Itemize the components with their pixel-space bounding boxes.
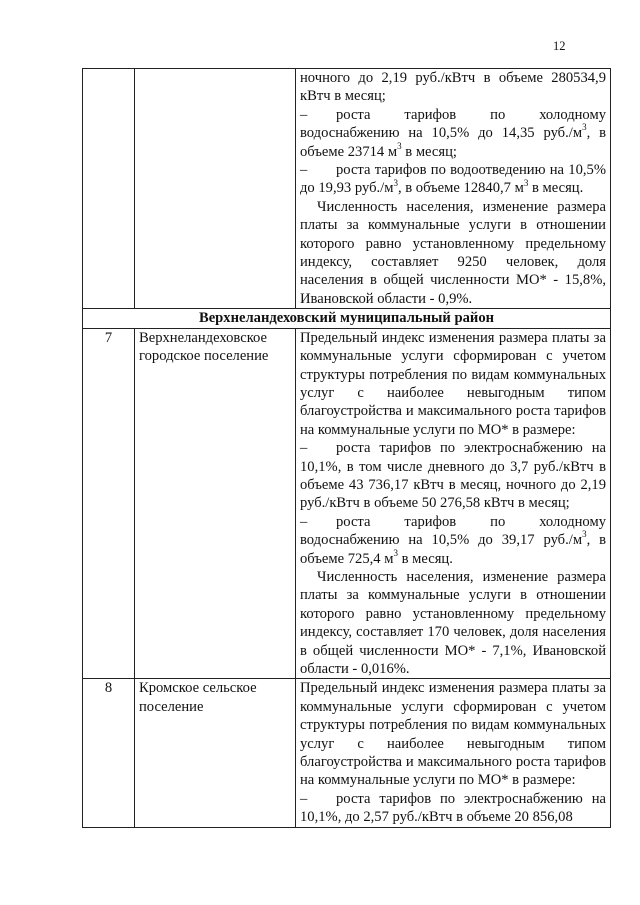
tariff-item: – роста тарифов по электроснабжению на 10,1%, до 2,57 руб./кВтч в объеме 20 856,08 <box>300 790 606 826</box>
tariff-item: – роста тарифов по холодному водоснабжению на 10,5% до 39,17 $руб./м^3$, в объеме 725,4 $м^3$ в месяц. <box>300 513 606 567</box>
table-row <box>83 679 611 827</box>
row-number-cell <box>83 69 135 309</box>
dash-marker: – <box>300 790 308 807</box>
dash-marker: – <box>300 162 308 179</box>
row-number: 7 <box>83 328 135 679</box>
population-text: Численность населения, изменение размера платы за коммунальные услуги в отношении которого равно установленному предельному индексу, составляет 9250 человек, доля населения в общей численности МО* - 15,8%, Ивановской области - 0,9%. <box>300 198 606 307</box>
table-row <box>83 328 611 679</box>
tariff-item: – роста тарифов по водоотведению на 10,5% до 19,93 $руб./м^3$, в объеме 12840,7 $м^3$ в месяц. <box>300 162 606 197</box>
row-number: 8 <box>83 679 135 827</box>
tariff-item: – роста тарифов по холодному водоснабжению на 10,5% до 14,35 $руб./м^3$, в объеме 23714 $м^3$ в месяц; <box>300 106 606 160</box>
row-description-cell <box>296 328 611 679</box>
table-row <box>83 69 611 309</box>
dash-marker: – <box>300 513 308 530</box>
settlement-name: Кромское сельское поселение <box>135 679 296 827</box>
section-title: Верхнеландеховский муниципальный район <box>83 309 611 328</box>
municipal-tariff-table <box>82 68 611 828</box>
tariff-line: ночного до 2,19 руб./кВтч в объеме 280534,9 кВтч в месяц; <box>300 70 606 105</box>
section-header-row <box>83 309 611 328</box>
row-description-cell <box>296 679 611 827</box>
row-name-cell <box>135 69 296 309</box>
index-intro: Предельный индекс изменения размера платы за коммунальные услуги сформирован с учетом структуры потребления по видам коммунальных услуг с наиболее невыгодным типом благоустройства и максимального роста тарифов на коммунальные услуги по МО* в размере: <box>300 680 606 789</box>
dash-marker: – <box>300 440 308 457</box>
settlement-name: Верхнеландеховское городское поселение <box>135 328 296 679</box>
dash-marker: – <box>300 106 308 123</box>
row-description-cell <box>296 69 611 309</box>
tariff-item: – роста тарифов по электроснабжению на 10,1%, в том числе дневного до 3,7 руб./кВтч в объеме 43 736,17 кВтч в месяц, ночного до 2,19 руб./кВтч в объеме 50 276,58 кВтч в месяц; <box>300 440 606 512</box>
index-intro: Предельный индекс изменения размера платы за коммунальные услуги сформирован с учетом структуры потребления по видам коммунальных услуг с наиболее невыгодным типом благоустройства и максимального роста тарифов на коммунальные услуги по МО* в размере: <box>300 329 606 438</box>
page-number: 12 <box>553 39 566 53</box>
population-text: Численность населения, изменение размера платы за коммунальные услуги в отношении которого равно установленному предельному индексу, составляет 170 человек, доля населения в общей численности МО* - 7,1%, Ивановской области - 0,016%. <box>300 568 606 677</box>
